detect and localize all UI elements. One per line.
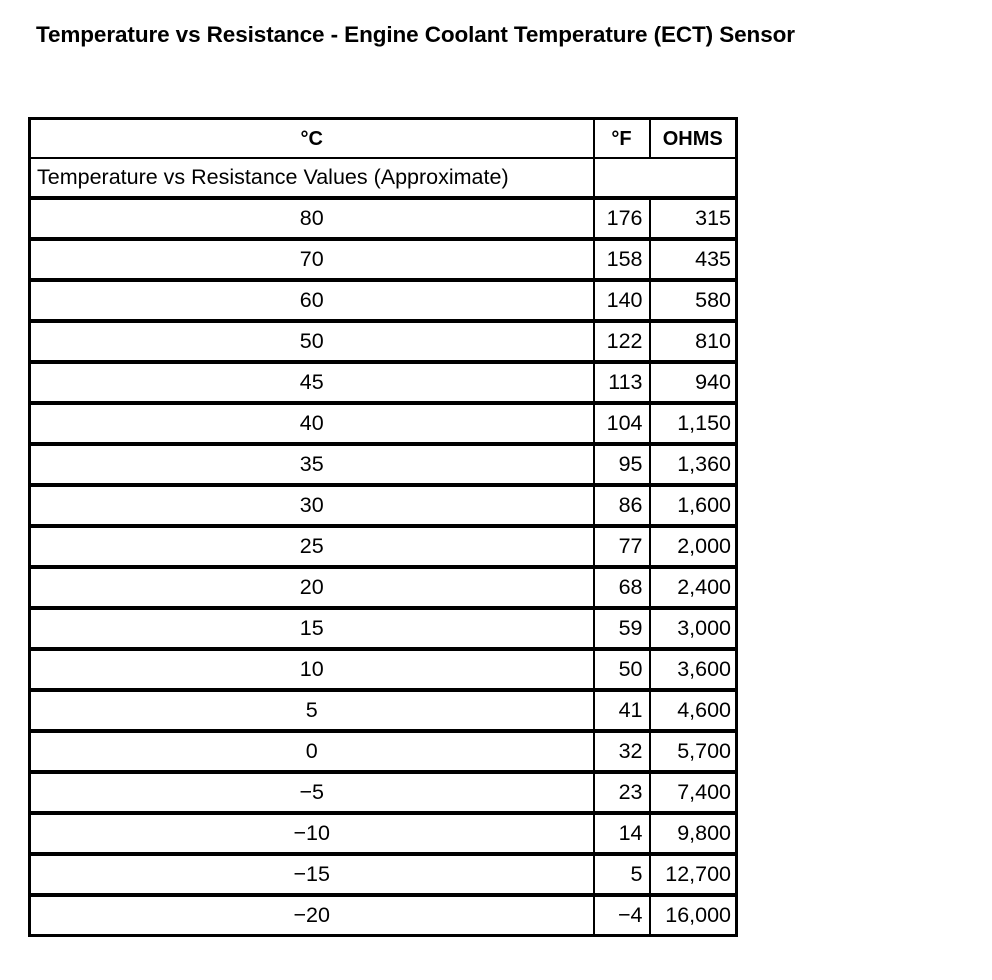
cell-celsius: −15 xyxy=(30,854,594,895)
cell-celsius: 35 xyxy=(30,444,594,485)
cell-fahrenheit: 32 xyxy=(594,731,650,772)
cell-ohms: 5,700 xyxy=(650,731,737,772)
cell-ohms: 2,000 xyxy=(650,526,737,567)
cell-fahrenheit: 5 xyxy=(594,854,650,895)
table-row xyxy=(30,239,737,280)
table-description: Temperature vs Resistance Values (Approximate) xyxy=(30,158,594,198)
cell-fahrenheit: 122 xyxy=(594,321,650,362)
table-row xyxy=(30,813,737,854)
table-row xyxy=(30,608,737,649)
header-celsius: °C xyxy=(30,119,594,159)
ect-resistance-table xyxy=(28,117,738,937)
cell-ohms: 435 xyxy=(650,239,737,280)
cell-celsius: −20 xyxy=(30,895,594,936)
table-row xyxy=(30,649,737,690)
table-row xyxy=(30,403,737,444)
cell-ohms: 4,600 xyxy=(650,690,737,731)
cell-celsius: 20 xyxy=(30,567,594,608)
table-row xyxy=(30,280,737,321)
cell-fahrenheit: 59 xyxy=(594,608,650,649)
table-row xyxy=(30,362,737,403)
cell-ohms: 1,150 xyxy=(650,403,737,444)
cell-ohms: 12,700 xyxy=(650,854,737,895)
cell-ohms: 580 xyxy=(650,280,737,321)
table-row xyxy=(30,567,737,608)
cell-celsius: 50 xyxy=(30,321,594,362)
cell-fahrenheit: 14 xyxy=(594,813,650,854)
cell-ohms: 1,600 xyxy=(650,485,737,526)
cell-fahrenheit: 95 xyxy=(594,444,650,485)
cell-fahrenheit: 158 xyxy=(594,239,650,280)
cell-ohms: 7,400 xyxy=(650,772,737,813)
cell-fahrenheit: 140 xyxy=(594,280,650,321)
header-ohms: OHMS xyxy=(650,119,737,159)
page-title: Temperature vs Resistance - Engine Coolant Temperature (ECT) Sensor xyxy=(36,22,795,47)
cell-ohms: 810 xyxy=(650,321,737,362)
cell-fahrenheit: 77 xyxy=(594,526,650,567)
table-header-row xyxy=(30,119,737,159)
table-row xyxy=(30,526,737,567)
table-row xyxy=(30,198,737,239)
table-row xyxy=(30,690,737,731)
cell-fahrenheit: 86 xyxy=(594,485,650,526)
cell-ohms: 1,360 xyxy=(650,444,737,485)
cell-celsius: 30 xyxy=(30,485,594,526)
cell-fahrenheit: −4 xyxy=(594,895,650,936)
table-row xyxy=(30,321,737,362)
cell-celsius: 15 xyxy=(30,608,594,649)
cell-celsius: 0 xyxy=(30,731,594,772)
cell-fahrenheit: 23 xyxy=(594,772,650,813)
description-empty-cell xyxy=(594,158,737,198)
table-description-row xyxy=(30,158,737,198)
cell-ohms: 940 xyxy=(650,362,737,403)
cell-ohms: 3,600 xyxy=(650,649,737,690)
table-row xyxy=(30,731,737,772)
table-row xyxy=(30,444,737,485)
table-row xyxy=(30,772,737,813)
table-row xyxy=(30,485,737,526)
cell-fahrenheit: 50 xyxy=(594,649,650,690)
table-body xyxy=(30,119,737,936)
cell-celsius: 60 xyxy=(30,280,594,321)
table-row xyxy=(30,895,737,936)
cell-celsius: 80 xyxy=(30,198,594,239)
cell-fahrenheit: 113 xyxy=(594,362,650,403)
cell-celsius: −10 xyxy=(30,813,594,854)
cell-celsius: −5 xyxy=(30,772,594,813)
cell-celsius: 40 xyxy=(30,403,594,444)
cell-fahrenheit: 104 xyxy=(594,403,650,444)
cell-ohms: 9,800 xyxy=(650,813,737,854)
cell-ohms: 2,400 xyxy=(650,567,737,608)
header-fahrenheit: °F xyxy=(594,119,650,159)
cell-celsius: 25 xyxy=(30,526,594,567)
cell-celsius: 70 xyxy=(30,239,594,280)
cell-celsius: 10 xyxy=(30,649,594,690)
cell-fahrenheit: 41 xyxy=(594,690,650,731)
cell-ohms: 3,000 xyxy=(650,608,737,649)
cell-ohms: 16,000 xyxy=(650,895,737,936)
cell-fahrenheit: 68 xyxy=(594,567,650,608)
table-row xyxy=(30,854,737,895)
cell-ohms: 315 xyxy=(650,198,737,239)
cell-fahrenheit: 176 xyxy=(594,198,650,239)
cell-celsius: 45 xyxy=(30,362,594,403)
cell-celsius: 5 xyxy=(30,690,594,731)
